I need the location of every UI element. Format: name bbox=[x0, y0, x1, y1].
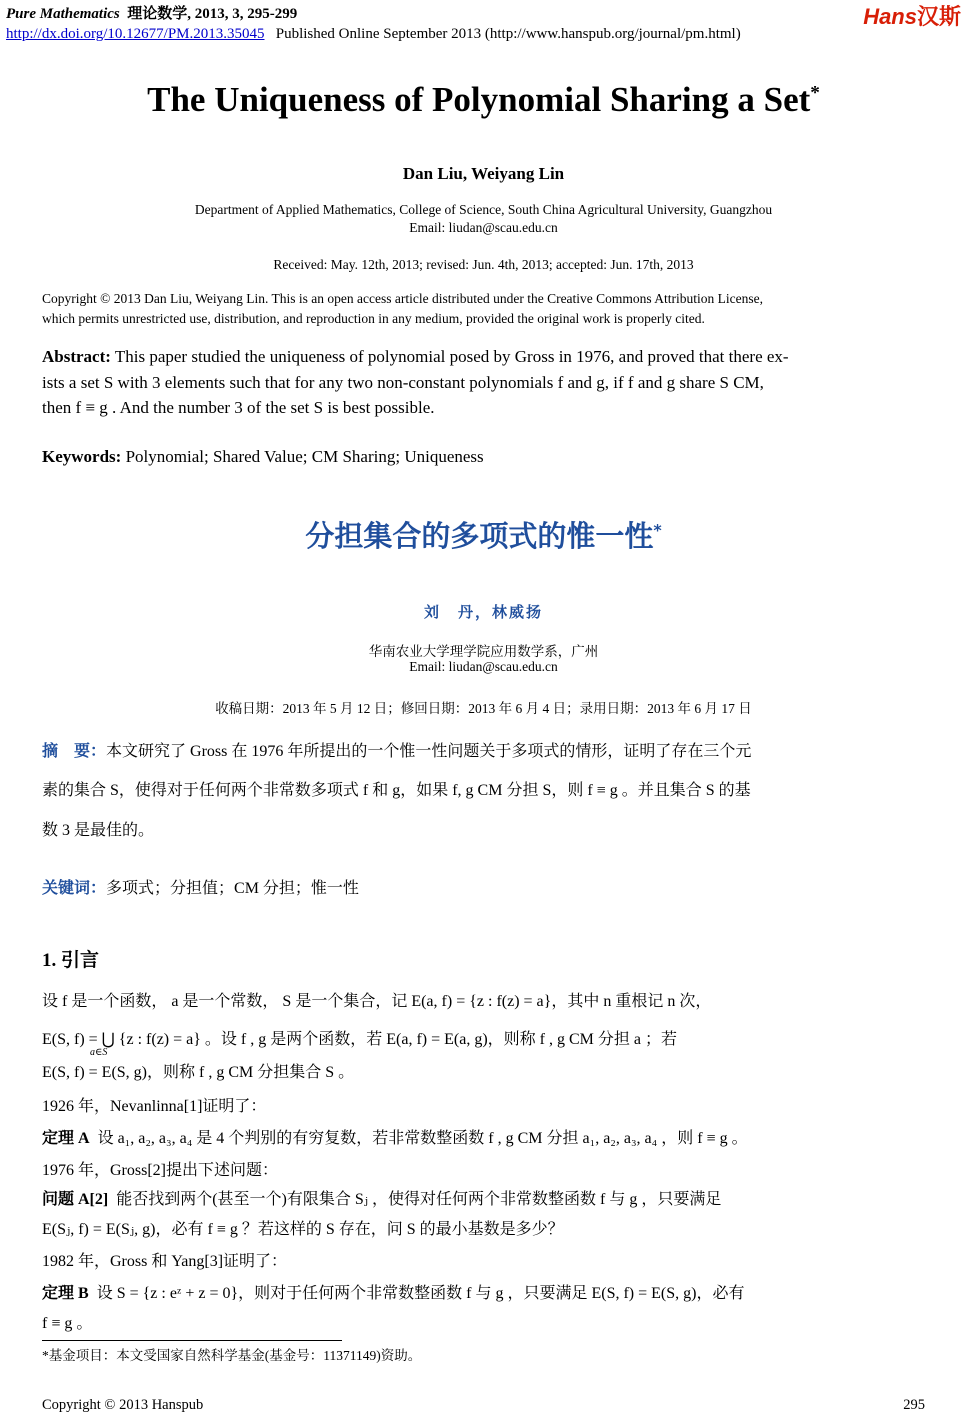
body-line: E(Sⱼ, f) = E(Sⱼ, g)，必有 f ≡ g ？若这样的 S 存在，问 S 的最小基数是多少？ bbox=[42, 1221, 564, 1238]
cn-title bbox=[0, 514, 967, 555]
footnote: *基金项目：本文受国家自然科学基金(基金号：11371149)资助。 bbox=[42, 1348, 422, 1363]
theorem-a-text: 设 a₁, a₂, a₃, a₄ 是 4 个判别的有穷复数，若非常数整函数 f , g CM 分担 a₁, a₂, a₃, a₄ ，则 f ≡ g 。 bbox=[97, 1130, 748, 1147]
page-number: 295 bbox=[903, 1397, 925, 1413]
abstract-line: then f ≡ g . And the number 3 of the set S is best possible. bbox=[42, 398, 435, 417]
journal-header bbox=[6, 2, 297, 23]
keywords bbox=[42, 447, 484, 467]
body-line: 设 f 是一个函数， a 是一个常数， S 是一个集合，记 E(a, f) = {z : f(z) = a}，其中 n 重根记 n 次， bbox=[42, 993, 712, 1010]
email: Email: liudan@scau.edu.cn bbox=[409, 220, 558, 235]
cn-abstract-label: 摘 要： bbox=[42, 741, 107, 760]
cn-email: Email: liudan@scau.edu.cn bbox=[409, 659, 558, 674]
cn-keywords-label: 关键词： bbox=[42, 878, 107, 897]
published-info: Published Online September 2013 (http://www.hanspub.org/journal/pm.html) bbox=[275, 26, 741, 42]
cn-title-text: 分担集合的多项式的惟一性 bbox=[305, 519, 654, 553]
received-dates: Received: May. 12th, 2013; revised: Jun. 4th, 2013; accepted: Jun. 17th, 2013 bbox=[273, 257, 694, 272]
logo-en: Hans bbox=[863, 4, 917, 29]
body-line: E(S, f) = E(S, g)，则称 f , g CM 分担集合 S 。 bbox=[42, 1064, 355, 1081]
title-mark: * bbox=[810, 82, 820, 104]
doi-link[interactable]: http://dx.doi.org/10.12677/PM.2013.35045 bbox=[6, 26, 265, 42]
cn-abstract-text: 本文研究了 Gross 在 1976 年所提出的一个惟一性问题关于多项式的情形，证明了存在三个元 bbox=[106, 743, 752, 760]
union-subscript: a∈S bbox=[90, 1047, 108, 1058]
theorem-a bbox=[42, 1125, 748, 1148]
copyright-line: Copyright © 2013 Dan Liu, Weiyang Lin. This is an open access article distributed under the Creative Commons Attribution License, bbox=[42, 291, 764, 306]
theorem-b-label: 定理 B bbox=[42, 1285, 89, 1302]
problem-a bbox=[42, 1186, 721, 1209]
keywords-label: Keywords: bbox=[42, 447, 122, 466]
body-line: 1976 年，Gross[2]提出下述问题： bbox=[42, 1162, 278, 1179]
section-heading: 1. 引言 bbox=[42, 950, 100, 971]
journal-cn: 理论数学, 2013, 3, 295-299 bbox=[127, 6, 298, 22]
cn-abstract-line: 素的集合 S，使得对于任何两个非常数多项式 f 和 g，如果 f, g CM 分担 S，则 f ≡ g 。并且集合 S 的基 bbox=[42, 782, 751, 799]
cn-title-mark: * bbox=[653, 520, 662, 540]
cn-authors: 刘 丹，林威扬 bbox=[423, 603, 543, 621]
footer-copyright: Copyright © 2013 Hanspub bbox=[42, 1397, 204, 1413]
cn-affiliation: 华南农业大学理学院应用数学系，广州 bbox=[368, 644, 599, 659]
abstract-line: ists a set S with 3 elements such that for any two non-constant polynomials f and g, if f and g share S CM, bbox=[42, 373, 764, 392]
cn-keywords-text: 多项式；分担值；CM 分担；惟一性 bbox=[106, 880, 359, 897]
logo-cn: 汉斯 bbox=[916, 4, 961, 29]
cn-abstract-line: 数 3 是最佳的。 bbox=[42, 822, 155, 839]
keywords-text: Polynomial; Shared Value; CM Sharing; Uniqueness bbox=[121, 447, 484, 466]
cn-keywords bbox=[42, 875, 359, 898]
title-text: The Uniqueness of Polynomial Sharing a Set bbox=[147, 80, 811, 119]
copyright-line: which permits unrestricted use, distribution, and reproduction in any medium, provided the original work is properly cited. bbox=[42, 311, 705, 326]
doi-line bbox=[6, 26, 741, 43]
authors: Dan Liu, Weiyang Lin bbox=[402, 164, 565, 183]
cn-abstract-line bbox=[42, 738, 751, 761]
cn-received: 收稿日期：2013 年 5 月 12 日；修回日期：2013 年 6 月 4 日；录用日期：2013 年 6 月 17 日 bbox=[215, 701, 752, 716]
problem-a-label: 问题 A[2] bbox=[42, 1191, 109, 1208]
body-line: 1926 年，Nevanlinna[1]证明了： bbox=[42, 1098, 267, 1115]
theorem-b-text: 设 S = {z : eᶻ + z = 0}，则对于任何两个非常数整函数 f 与 g ，只要满足 E(S, f) = E(S, g)，必有 bbox=[96, 1285, 745, 1302]
abstract-label: Abstract: bbox=[42, 347, 111, 366]
problem-a-text: 能否找到两个(甚至一个)有限集合 Sⱼ ，使得对任何两个非常数整函数 f 与 g ，只要满足 bbox=[116, 1191, 722, 1208]
body-line: 1982 年，Gross 和 Yang[3]证明了： bbox=[42, 1253, 288, 1270]
abstract-text: This paper studied the uniqueness of polynomial posed by Gross in 1976, and proved that there ex- bbox=[110, 347, 789, 366]
abstract-line bbox=[42, 347, 789, 367]
body-line: E(S, f) = ⋃ {z : f(z) = a} 。设 f , g 是两个函数，若 E(a, f) = E(a, g)，则称 f , g CM 分担 a ；若 bbox=[42, 1031, 677, 1048]
footnote-divider bbox=[42, 1340, 342, 1341]
body-line: f ≡ g 。 bbox=[42, 1315, 93, 1332]
journal-name: Pure Mathematics bbox=[6, 6, 120, 22]
theorem-b bbox=[42, 1280, 745, 1303]
affiliation: Department of Applied Mathematics, College of Science, South China Agricultural University, Guangzhou bbox=[194, 202, 773, 217]
hans-logo bbox=[863, 0, 961, 31]
theorem-a-label: 定理 A bbox=[42, 1130, 90, 1147]
paper-title bbox=[0, 80, 967, 120]
